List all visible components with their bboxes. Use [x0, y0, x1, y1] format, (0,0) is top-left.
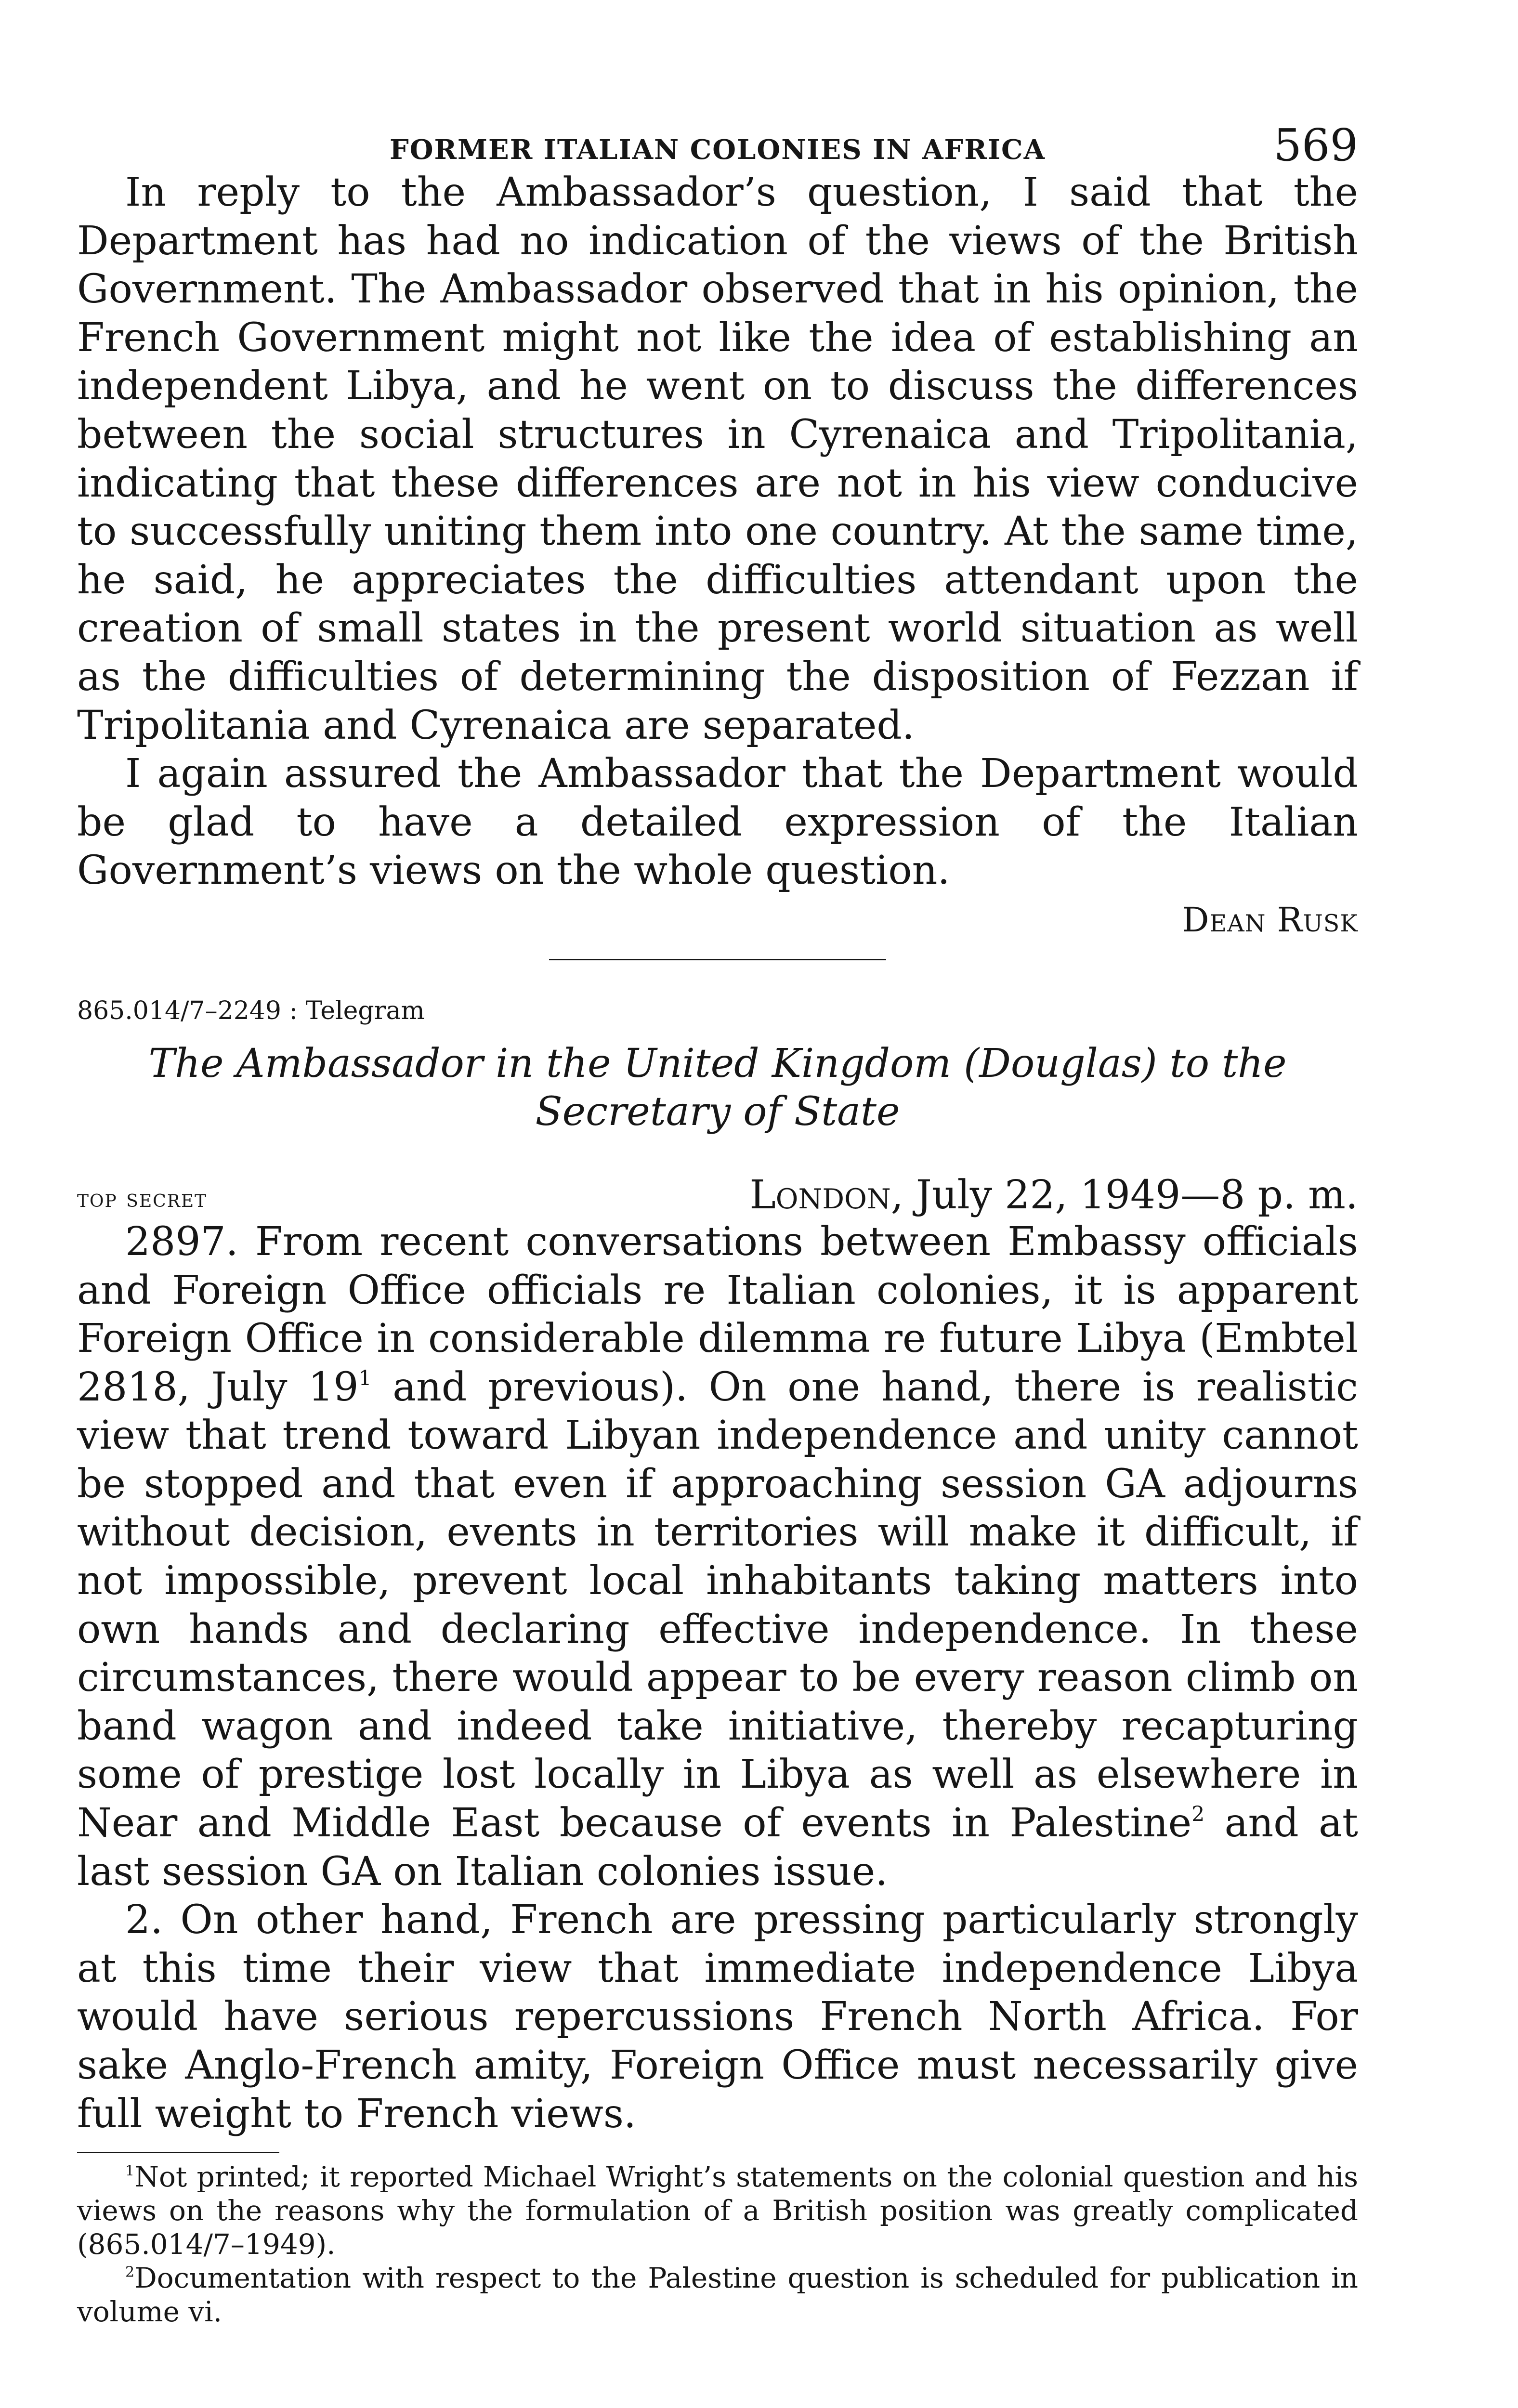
- place-date: [749, 1172, 1358, 1218]
- footnote-text: Documentation with respect to the Palestine question is scheduled for publication in volume vi.: [77, 2262, 1358, 2329]
- footnote: [77, 2261, 1358, 2329]
- telegram-paragraph: [77, 1218, 1358, 1896]
- footnote-rule: [77, 2152, 279, 2153]
- date-text: , July 22, 1949—8 p. m.: [890, 1172, 1358, 1218]
- running-title: FORMER ITALIAN COLONIES IN AFRICA: [389, 134, 1046, 166]
- section-divider: [549, 959, 886, 960]
- document-title-line: The Ambassador in the United Kingdom (Douglas) to the: [148, 1040, 1287, 1086]
- footnote-text: Not printed; it reported Michael Wright’s statements on the colonial question and his views on the reasons why the formulation of a British position was greatly complicated (865.014/7–1949).: [77, 2160, 1358, 2261]
- classification-label: top secret: [77, 1184, 208, 1213]
- telegram-paragraph: 2. On other hand, French are pressing particularly strongly at this time their view that immediate independence Libya would have serious repercussions French North Africa. For sake Anglo-French amity, Foreign Office must necessarily give full weight to French views.: [77, 1897, 1358, 2137]
- place-name: London: [749, 1172, 891, 1218]
- footnote-number: 2: [125, 2264, 135, 2281]
- signature: Dean Rusk: [1182, 900, 1358, 940]
- paragraph-text: and previous). On one hand, there is realistic view that trend toward Libyan independence and unity cannot be stopped and that even if approaching session GA adjourns without decision, events in territories will make it difficult, if not impossible, prevent local inhabitants taking matters into own hands and declaring effective independence. In these circumstances, there would appear to be every reason climb on band wagon and indeed take initiative, thereby recapturing some of prestige lost locally in Libya as well as elsewhere in Near and Middle East because of events in Palestine: [77, 1364, 1358, 1846]
- footnote-marker: 1: [358, 1366, 372, 1390]
- dateline: [77, 1160, 1358, 1218]
- file-reference: 865.014/7–2249 : Telegram: [77, 996, 425, 1025]
- footnote: [77, 2160, 1358, 2261]
- document-title-line: Secretary of State: [535, 1088, 900, 1135]
- footnote-number: 1: [125, 2162, 135, 2180]
- body-paragraph: In reply to the Ambassador’s question, I said that the Department has had no indication of the views of the British Government. The Ambassador observed that in his opinion, the French Government might not like the idea of establishing an independent Libya, and he went on to discuss the differences between the social structures in Cyrenaica and Tripolitania, indicating that these differences are not in his view conducive to successfully uniting them into one country. At the same time, he said, he appreciates the difficulties attendant upon the creation of small states in the present world situation as well as the difficulties of determining the disposition of Fezzan if Tripolitania and Cyrenaica are separated.: [77, 170, 1358, 748]
- document-title: [77, 1040, 1358, 1136]
- running-header: [77, 111, 1358, 169]
- paragraph-text: 2897. From recent conversations between Embassy officials and Foreign Office officials re Italian colonies, it is apparent Foreign Office in considerable dilemma re future Libya (Embtel 2818, July 19: [77, 1218, 1358, 1410]
- paragraph-text: and at last session GA on Italian colonies issue.: [77, 1800, 1358, 1895]
- document-page: [77, 111, 1358, 2329]
- body-paragraph: I again assured the Ambassador that the Department would be glad to have a detailed expression of the Italian Government’s views on the whole question.: [77, 751, 1358, 894]
- page-number: 569: [1273, 119, 1358, 171]
- footnote-marker: 2: [1191, 1802, 1205, 1827]
- footnotes: [77, 2160, 1358, 2329]
